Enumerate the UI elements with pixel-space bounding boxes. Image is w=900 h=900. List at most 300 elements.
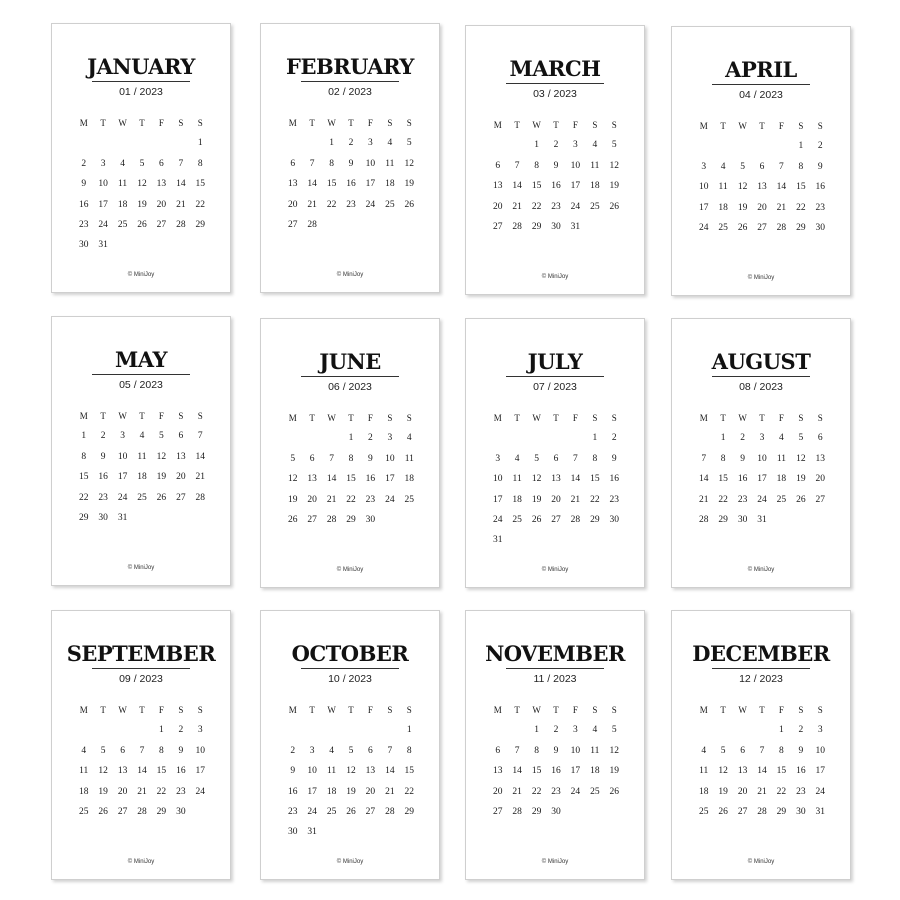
day-cell: 8 <box>720 453 726 464</box>
day-cell: 20 <box>287 199 298 210</box>
empty-day-cell <box>152 136 171 156</box>
day-cell: 3 <box>368 138 373 149</box>
weekday-header: S <box>592 705 598 715</box>
day-cell: 6 <box>159 158 164 169</box>
day-cell: 4 <box>779 433 784 444</box>
day-cell: 16 <box>98 472 108 483</box>
month-title: NOVEMBER <box>485 641 625 666</box>
day-cell: 18 <box>78 786 89 797</box>
weekday-header: S <box>387 705 393 715</box>
day-cell: 4 <box>387 138 393 149</box>
month-title: JANUARY <box>87 54 195 79</box>
day-cell: 3 <box>573 140 578 151</box>
empty-day-cell <box>752 723 771 743</box>
day-cell: 10 <box>570 745 581 756</box>
weekday-header: T <box>553 120 559 130</box>
day-cell: 23 <box>609 494 620 505</box>
weekday-header: T <box>720 705 726 715</box>
day-cell: 15 <box>776 766 787 777</box>
weekday-header: F <box>572 120 578 130</box>
day-cell: 29 <box>346 514 356 525</box>
empty-day-cell <box>488 431 507 451</box>
day-cell: 21 <box>698 494 709 505</box>
weekday-header: T <box>720 413 726 423</box>
month-title: DECEMBER <box>692 641 830 666</box>
weekday-header: T <box>759 705 765 715</box>
day-cell: 14 <box>757 766 767 777</box>
day-cell: 5 <box>159 431 164 442</box>
empty-day-cell <box>507 138 526 158</box>
day-cell: 30 <box>176 806 186 817</box>
day-cell: 23 <box>551 786 561 797</box>
weekday-header: W <box>532 413 541 423</box>
day-cell: 8 <box>329 158 334 169</box>
day-cell: 30 <box>365 514 376 525</box>
day-cell: 17 <box>98 199 108 210</box>
weekday-header: S <box>197 411 203 421</box>
weekday-header: F <box>572 413 578 423</box>
day-cell: 2 <box>368 433 373 444</box>
day-cell: 17 <box>492 494 503 505</box>
empty-day-cell <box>283 723 302 743</box>
day-cell: 4 <box>139 431 145 442</box>
weekday-header: W <box>532 705 541 715</box>
day-cell: 27 <box>117 806 128 817</box>
day-cell: 8 <box>197 158 203 169</box>
day-grid <box>694 119 830 241</box>
day-cell: 25 <box>512 514 522 525</box>
day-cell: 28 <box>570 514 581 525</box>
day-cell: 10 <box>365 158 376 169</box>
day-cell: 23 <box>815 202 826 213</box>
day-cell: 9 <box>178 745 184 756</box>
day-cell: 20 <box>757 202 767 213</box>
day-cell: 7 <box>139 745 145 756</box>
day-cell: 16 <box>815 182 826 193</box>
empty-day-cell <box>74 136 93 156</box>
day-cell: 24 <box>570 201 581 212</box>
weekday-header: S <box>798 705 804 715</box>
weekday-header: T <box>514 120 520 130</box>
day-cell: 13 <box>492 766 503 777</box>
month-number: 04 / 2023 <box>739 89 783 101</box>
day-cell: 3 <box>309 745 315 756</box>
day-cell: 24 <box>117 492 128 503</box>
weekday-header: S <box>406 413 412 423</box>
empty-day-cell <box>93 136 112 156</box>
day-cell: 2 <box>740 433 745 444</box>
empty-day-cell <box>171 136 190 156</box>
day-cell: 20 <box>307 494 317 505</box>
weekday-header: M <box>288 705 297 715</box>
day-cell: 8 <box>348 453 354 464</box>
title-divider <box>712 376 810 377</box>
weekday-header: W <box>118 118 127 128</box>
day-cell: 4 <box>81 745 87 756</box>
weekday-header: T <box>348 413 354 423</box>
day-cell: 28 <box>757 806 767 817</box>
day-cell: 2 <box>81 158 87 169</box>
day-cell: 13 <box>307 474 317 485</box>
day-cell: 29 <box>404 806 415 817</box>
day-cell: 6 <box>740 745 745 756</box>
brand-footer: © MiniJoy <box>747 859 775 865</box>
empty-day-cell <box>488 138 507 158</box>
day-cell: 13 <box>492 181 503 192</box>
day-cell: 14 <box>512 766 522 777</box>
day-cell: 7 <box>573 453 578 464</box>
day-cell: 27 <box>757 222 767 233</box>
day-cell: 6 <box>759 161 765 172</box>
weekday-header: M <box>493 413 502 423</box>
weekday-header: T <box>348 118 354 128</box>
day-cell: 8 <box>779 745 784 756</box>
weekday-header: S <box>387 118 393 128</box>
day-cell: 23 <box>737 494 748 505</box>
weekday-header: W <box>532 120 541 130</box>
day-cell: 19 <box>796 474 806 485</box>
empty-day-cell <box>283 136 302 156</box>
weekday-header: T <box>348 705 354 715</box>
day-cell: 27 <box>287 219 298 230</box>
weekday-header: W <box>327 413 336 423</box>
day-cell: 22 <box>346 494 356 505</box>
day-cell: 24 <box>365 199 376 210</box>
day-cell: 16 <box>551 766 561 777</box>
day-cell: 5 <box>406 138 412 149</box>
title-divider <box>92 668 190 669</box>
day-cell: 5 <box>100 745 106 756</box>
day-cell: 26 <box>137 219 147 230</box>
empty-day-cell <box>341 723 360 743</box>
day-cell: 23 <box>346 199 356 210</box>
empty-day-cell <box>527 431 546 451</box>
day-cell: 16 <box>346 179 356 190</box>
day-cell: 22 <box>326 199 337 210</box>
brand-footer: © MiniJoy <box>127 565 155 571</box>
weekday-header: M <box>493 705 502 715</box>
day-cell: 6 <box>309 453 315 464</box>
day-grid <box>694 703 830 825</box>
day-cell: 26 <box>531 514 542 525</box>
day-cell: 27 <box>492 806 503 817</box>
weekday-header: S <box>817 413 823 423</box>
day-cell: 24 <box>195 786 206 797</box>
day-cell: 28 <box>512 221 522 232</box>
day-cell: 29 <box>796 222 806 233</box>
month-card-february <box>260 23 440 293</box>
empty-day-cell <box>713 723 732 743</box>
weekday-header: T <box>309 118 315 128</box>
day-cell: 9 <box>81 179 87 190</box>
empty-day-cell <box>546 431 565 451</box>
day-cell: 27 <box>365 806 376 817</box>
day-cell: 10 <box>98 179 108 190</box>
day-cell: 14 <box>385 766 395 777</box>
day-cell: 17 <box>815 766 826 777</box>
day-cell: 16 <box>737 474 748 485</box>
day-cell: 11 <box>117 179 128 190</box>
weekday-header: F <box>158 411 164 421</box>
day-cell: 14 <box>512 181 522 192</box>
day-grid <box>283 411 419 533</box>
title-divider <box>712 84 810 85</box>
day-cell: 3 <box>120 431 125 442</box>
day-cell: 15 <box>718 474 728 485</box>
day-cell: 13 <box>365 766 376 777</box>
day-cell: 2 <box>290 745 296 756</box>
day-cell: 2 <box>798 725 804 736</box>
empty-day-cell <box>302 136 321 156</box>
day-cell: 26 <box>737 222 748 233</box>
day-cell: 1 <box>779 725 784 736</box>
day-cell: 22 <box>156 786 167 797</box>
day-cell: 12 <box>609 160 620 171</box>
day-cell: 7 <box>178 158 184 169</box>
day-cell: 24 <box>815 786 826 797</box>
day-cell: 21 <box>385 786 395 797</box>
day-cell: 20 <box>551 494 561 505</box>
weekday-header: T <box>759 121 765 131</box>
day-cell: 28 <box>326 514 337 525</box>
day-cell: 19 <box>609 766 620 777</box>
brand-footer: © MiniJoy <box>541 859 569 865</box>
day-cell: 18 <box>512 494 522 505</box>
day-cell: 10 <box>698 182 709 193</box>
day-cell: 29 <box>78 512 89 523</box>
day-cell: 23 <box>551 201 561 212</box>
day-cell: 30 <box>287 827 298 838</box>
day-cell: 15 <box>156 766 167 777</box>
day-cell: 29 <box>590 514 600 525</box>
day-cell: 28 <box>137 806 147 817</box>
day-cell: 23 <box>287 806 298 817</box>
day-cell: 20 <box>737 786 748 797</box>
day-grid <box>488 411 624 554</box>
weekday-header: F <box>778 705 784 715</box>
day-grid <box>283 116 419 238</box>
day-cell: 14 <box>776 182 787 193</box>
month-title: AUGUST <box>711 349 811 374</box>
day-cell: 12 <box>531 474 542 485</box>
day-cell: 28 <box>176 219 186 230</box>
day-cell: 29 <box>531 221 542 232</box>
weekday-header: M <box>79 705 88 715</box>
day-cell: 13 <box>176 451 186 462</box>
day-grid <box>283 703 419 846</box>
day-cell: 6 <box>495 160 501 171</box>
weekday-header: M <box>79 118 88 128</box>
month-card-march <box>465 25 645 295</box>
day-cell: 10 <box>815 745 826 756</box>
day-cell: 8 <box>534 745 539 756</box>
day-cell: 19 <box>98 786 108 797</box>
day-cell: 27 <box>551 514 561 525</box>
day-cell: 13 <box>287 179 298 190</box>
empty-day-cell <box>488 723 507 743</box>
weekday-header: S <box>406 705 412 715</box>
day-cell: 28 <box>307 219 317 230</box>
title-divider <box>92 374 190 375</box>
day-cell: 23 <box>78 219 89 230</box>
month-number: 02 / 2023 <box>328 86 372 98</box>
day-cell: 25 <box>718 222 728 233</box>
day-cell: 18 <box>326 786 337 797</box>
day-cell: 11 <box>137 451 147 462</box>
day-cell: 5 <box>740 161 745 172</box>
weekday-header: T <box>139 118 145 128</box>
weekday-header: S <box>817 121 823 131</box>
day-cell: 27 <box>815 494 826 505</box>
day-cell: 1 <box>197 138 203 149</box>
day-cell: 25 <box>137 492 147 503</box>
day-cell: 21 <box>512 201 522 212</box>
day-cell: 31 <box>117 512 128 523</box>
day-cell: 11 <box>718 182 728 193</box>
month-number: 09 / 2023 <box>119 673 163 685</box>
day-cell: 25 <box>776 494 787 505</box>
empty-day-cell <box>733 139 752 159</box>
day-cell: 15 <box>78 472 89 483</box>
empty-day-cell <box>132 136 151 156</box>
day-cell: 17 <box>570 181 581 192</box>
empty-day-cell <box>733 723 752 743</box>
day-cell: 4 <box>592 725 598 736</box>
day-cell: 4 <box>120 158 125 169</box>
day-cell: 10 <box>117 451 128 462</box>
weekday-header: T <box>514 705 520 715</box>
weekday-header: S <box>197 705 203 715</box>
weekday-header: F <box>367 413 373 423</box>
day-cell: 4 <box>720 161 726 172</box>
month-card-may <box>51 316 231 586</box>
day-cell: 16 <box>176 766 186 777</box>
month-number: 07 / 2023 <box>533 381 577 393</box>
day-cell: 26 <box>98 806 108 817</box>
weekday-header: M <box>699 705 708 715</box>
day-cell: 29 <box>718 514 728 525</box>
title-divider <box>301 668 399 669</box>
day-cell: 12 <box>137 179 147 190</box>
day-cell: 31 <box>492 535 503 546</box>
day-cell: 26 <box>404 199 415 210</box>
day-cell: 13 <box>551 474 561 485</box>
day-cell: 23 <box>796 786 806 797</box>
day-cell: 1 <box>329 138 334 149</box>
weekday-header: W <box>738 705 747 715</box>
day-cell: 14 <box>570 474 581 485</box>
day-cell: 12 <box>156 451 167 462</box>
day-cell: 4 <box>329 745 334 756</box>
weekday-header: S <box>611 705 617 715</box>
day-cell: 28 <box>776 222 787 233</box>
empty-day-cell <box>694 431 713 451</box>
day-cell: 24 <box>757 494 767 505</box>
day-cell: 15 <box>531 766 542 777</box>
title-divider <box>506 376 604 377</box>
month-number: 10 / 2023 <box>328 673 372 685</box>
day-cell: 15 <box>404 766 415 777</box>
day-grid <box>488 118 624 240</box>
weekday-header: S <box>817 705 823 715</box>
day-cell: 7 <box>329 453 334 464</box>
day-cell: 1 <box>592 433 598 444</box>
day-cell: 23 <box>98 492 108 503</box>
day-cell: 3 <box>701 161 707 172</box>
month-card-september <box>51 610 231 880</box>
month-title: APRIL <box>725 57 797 82</box>
empty-day-cell <box>566 431 585 451</box>
weekday-header: S <box>197 118 203 128</box>
day-cell: 8 <box>534 160 539 171</box>
day-cell: 6 <box>178 431 184 442</box>
day-cell: 5 <box>534 453 539 464</box>
day-cell: 3 <box>759 433 765 444</box>
weekday-header: T <box>309 705 315 715</box>
day-cell: 2 <box>553 725 559 736</box>
day-cell: 20 <box>815 474 826 485</box>
day-cell: 10 <box>492 474 503 485</box>
day-cell: 9 <box>798 745 804 756</box>
day-cell: 2 <box>817 141 823 152</box>
day-cell: 9 <box>611 453 617 464</box>
day-cell: 21 <box>512 786 522 797</box>
day-cell: 6 <box>290 158 296 169</box>
weekday-header: T <box>139 705 145 715</box>
weekday-header: F <box>367 118 373 128</box>
empty-day-cell <box>322 431 341 451</box>
day-cell: 2 <box>611 433 617 444</box>
brand-footer: © MiniJoy <box>336 567 364 573</box>
day-cell: 31 <box>570 221 581 232</box>
weekday-header: S <box>178 411 184 421</box>
title-divider <box>301 81 399 82</box>
day-cell: 2 <box>100 431 106 442</box>
day-cell: 14 <box>307 179 317 190</box>
day-cell: 14 <box>195 451 206 462</box>
day-cell: 22 <box>195 199 206 210</box>
month-card-december <box>671 610 851 880</box>
day-cell: 21 <box>195 472 206 483</box>
day-cell: 9 <box>553 160 559 171</box>
brand-footer: © MiniJoy <box>541 567 569 573</box>
day-cell: 3 <box>387 433 393 444</box>
day-cell: 7 <box>514 745 520 756</box>
day-cell: 20 <box>492 201 503 212</box>
day-cell: 7 <box>701 453 707 464</box>
day-cell: 28 <box>512 806 522 817</box>
day-cell: 13 <box>757 182 767 193</box>
day-cell: 8 <box>159 745 164 756</box>
day-cell: 27 <box>492 221 503 232</box>
day-cell: 22 <box>531 786 542 797</box>
empty-day-cell <box>322 723 341 743</box>
day-cell: 20 <box>176 472 186 483</box>
day-cell: 27 <box>307 514 317 525</box>
day-cell: 3 <box>817 725 823 736</box>
empty-day-cell <box>752 139 771 159</box>
day-cell: 5 <box>720 745 726 756</box>
weekday-header: M <box>493 120 502 130</box>
day-cell: 17 <box>385 474 395 485</box>
month-card-july <box>465 318 645 588</box>
weekday-header: S <box>178 118 184 128</box>
empty-day-cell <box>283 431 302 451</box>
day-cell: 20 <box>156 199 167 210</box>
weekday-header: W <box>738 121 747 131</box>
day-cell: 10 <box>195 745 206 756</box>
day-cell: 10 <box>307 766 317 777</box>
